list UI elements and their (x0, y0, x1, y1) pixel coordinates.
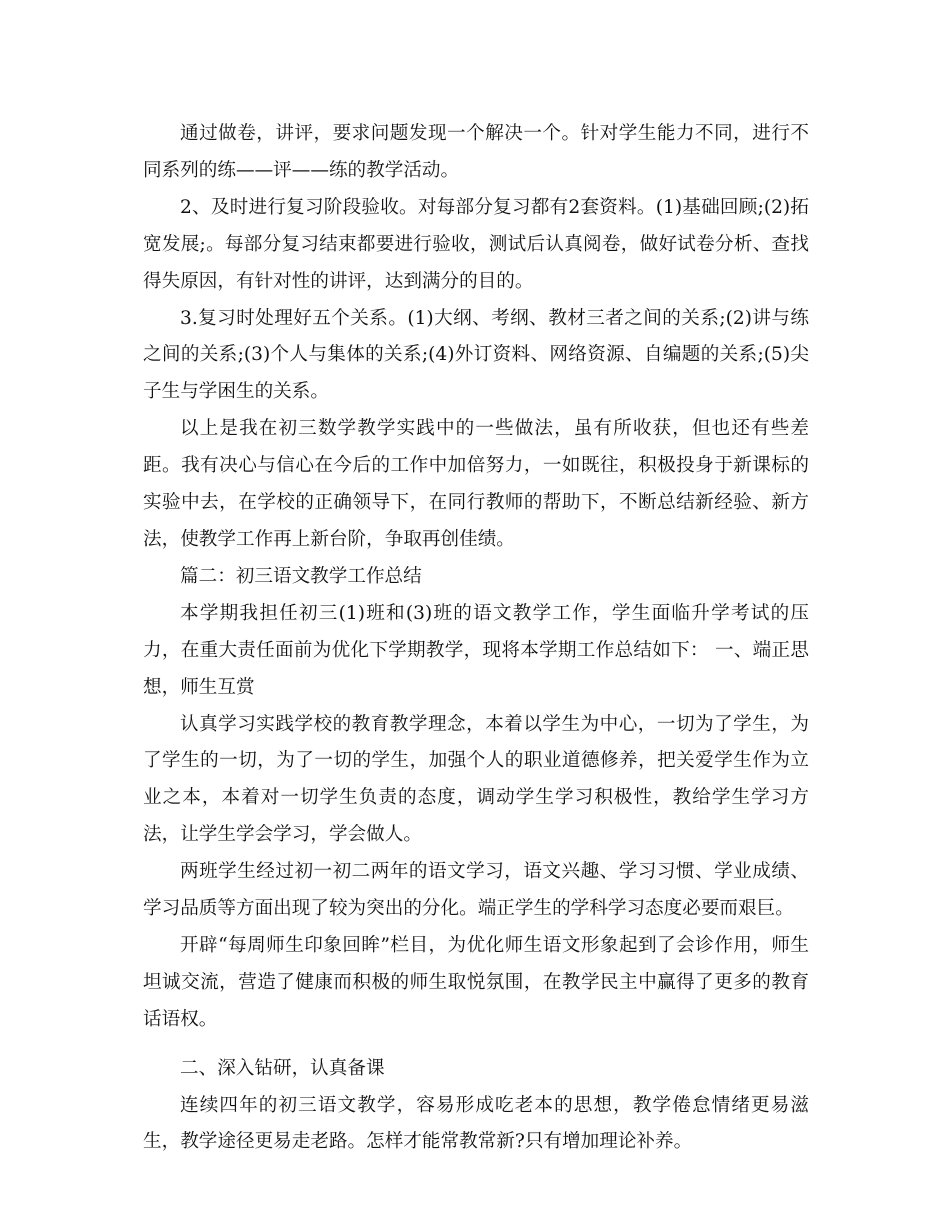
section-heading-part-two: 篇二：初三语文教学工作总结 (180, 565, 422, 587)
paragraph-weekly-column: 开辟“每周师生印象回眸”栏目，为优化师生语文形象起到了会诊作用，师生坦诚交流，营造了健康而积极的师生取悦氛围，在教学民主中赢得了更多的教育话语权。 (143, 934, 809, 1030)
section-heading-lesson-prep: 二、深入钻研，认真备课 (180, 1057, 385, 1079)
paragraph-five-relations: 3.复习时处理好五个关系。(1)大纲、考纲、教材三者之间的关系;(2)讲与练之间的关系;(3)个人与集体的关系;(4)外订资料、网络资源、自编题的关系;(5)尖子生与学困生的关系。 (143, 307, 809, 403)
paragraph-stage-check: 2、及时进行复习阶段验收。对每部分复习都有2套资料。(1)基础回顾;(2)拓宽发展;。每部分复习结束都要进行验收，测试后认真阅卷，做好试卷分析、查找得失原因，有针对性的讲评，达到满分的目的。 (143, 196, 809, 292)
paragraph-two-classes: 两班学生经过初一初二两年的语文学习，语文兴趣、学习习惯、学业成绩、学习品质等方面出现了较为突出的分化。端正学生的学科学习态度必要而艰巨。 (143, 861, 809, 920)
paragraph-intro-chinese: 本学期我担任初三(1)班和(3)班的语文教学工作，学生面临升学考试的压力，在重大责任面前为优化下学期教学，现将本学期工作总结如下： 一、端正思想，师生互赏 (143, 602, 809, 698)
paragraph-continuous-teaching: 连续四年的初三语文教学，容易形成吃老本的思想，教学倦怠情绪更易滋生，教学途径更易走老路。怎样才能常教常新?只有增加理论补养。 (143, 1094, 809, 1153)
paragraph-teaching-philosophy: 认真学习实践学校的教育教学理念，本着以学生为中心，一切为了学生，为了学生的一切，为了一切的学生，加强个人的职业道德修养，把关爱学生作为立业之本，本着对一切学生负责的态度，调动学生学习积极性，教给学生学习方法，让学生学会学习，学会做人。 (143, 713, 809, 846)
paragraph-conclusion: 以上是我在初三数学教学实践中的一些做法，虽有所收获，但也还有些差距。我有决心与信心在今后的工作中加倍努力，一如既往，积极投身于新课标的实验中去，在学校的正确领导下，在同行教师的帮助下，不断总结新经验、新方法，使教学工作再上新台阶，争取再创佳绩。 (143, 418, 809, 550)
document-body (143, 116, 809, 1161)
paragraph-review-method: 通过做卷，讲评，要求问题发现一个解决一个。针对学生能力不同，进行不同系列的练——评——练的教学活动。 (143, 123, 809, 181)
